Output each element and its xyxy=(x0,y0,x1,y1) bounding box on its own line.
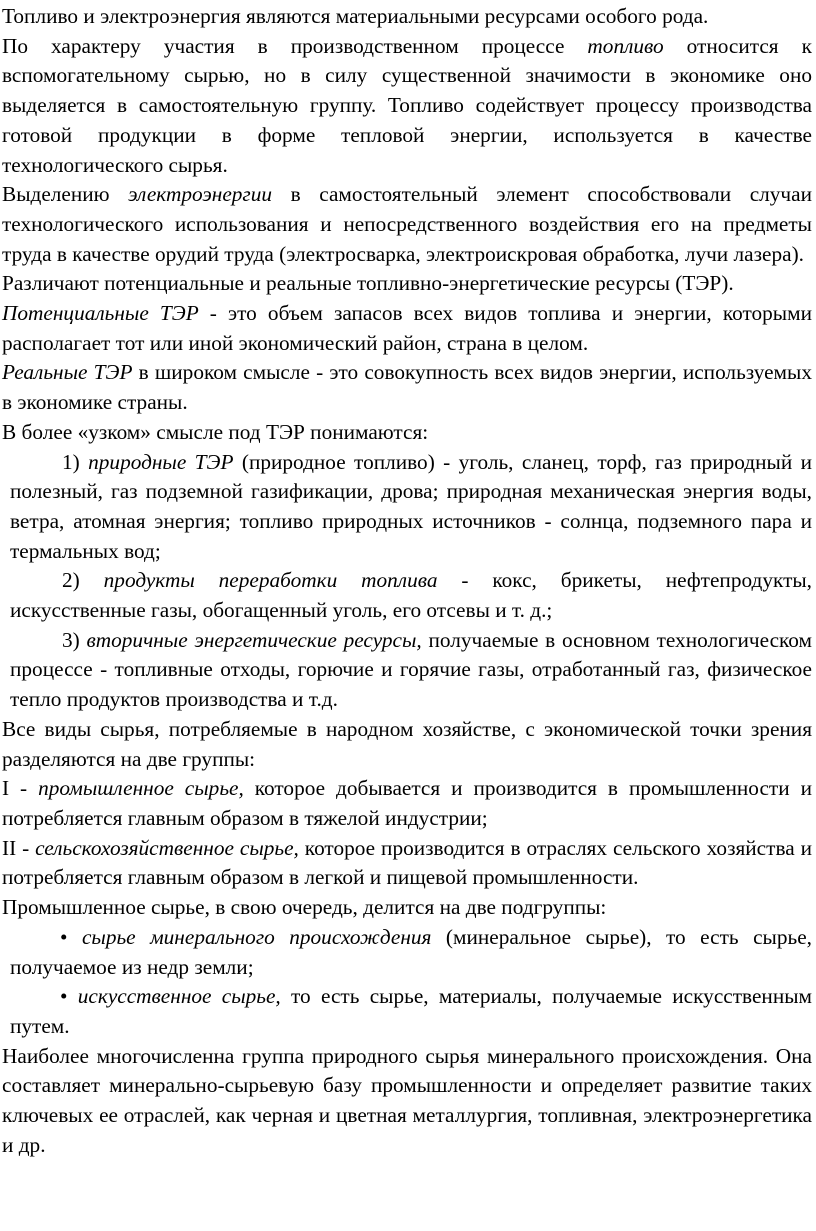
group-item-industrial xyxy=(2,774,812,833)
paragraph-text: Топливо и электроэнергия являются материальными ресурсами особого рода. xyxy=(2,4,709,28)
list-item-text: то есть сырье, материалы, получаемые искусственным путем. xyxy=(10,984,812,1038)
paragraph-text: Наиболее многочисленна группа природного сырья минерального происхождения. Она составляет минерально-сырьевую базу промышленности и определяет развитие таких ключевых ее отраслей, как черная и цветная металлургия, топливная, электроэнергетика и др. xyxy=(2,1043,812,1157)
italic-term: природные ТЭР xyxy=(88,449,234,474)
italic-term: Потенциальные ТЭР xyxy=(2,301,199,326)
paragraph-intro xyxy=(2,2,812,32)
list-item xyxy=(10,982,812,1041)
paragraph-potential-ter xyxy=(2,299,812,358)
bullet-icon: • xyxy=(60,984,68,1009)
list-item-text: (природное топливо) - уголь, сланец, торф, газ природный и полезный, газ подземной газификации, дрова; природная механическая энергия воды, ветра, атомная энергия; топливо природных источников - солнца, подземного пара и термальных вод; xyxy=(10,449,812,563)
list-number: 3) xyxy=(62,627,80,652)
paragraph-text: По характеру участия в производственном процессе xyxy=(2,33,588,58)
italic-term: топливо xyxy=(587,33,664,58)
italic-term: искусственное сырье, xyxy=(77,984,281,1009)
italic-term: электроэнергии xyxy=(128,182,273,207)
group-item-agricultural xyxy=(2,834,812,893)
list-item xyxy=(10,448,812,567)
paragraph-ter-types xyxy=(2,269,812,299)
list-item xyxy=(10,923,812,982)
italic-term: сельскохозяйственное сырье, xyxy=(35,835,299,860)
list-item-text: (минеральное сырье), то есть сырье, получаемое из недр земли; xyxy=(10,924,812,979)
paragraph-text: в широком смысле - это совокупность всех видов энергии, используемых в экономике страны. xyxy=(2,360,812,415)
paragraph-text: Промышленное сырье, в свою очередь, делится на две подгруппы: xyxy=(2,895,607,920)
list-number: 1) xyxy=(62,449,80,474)
paragraph-closing xyxy=(2,1042,812,1161)
italic-term: промышленное сырье, xyxy=(38,776,244,801)
list-item-text: получаемые в основном технологическом процессе - топливные отходы, горючие и горячие газы, отработанный газ, физическое тепло продуктов производства и т.д. xyxy=(10,627,813,712)
italic-term: сырье минерального происхождения xyxy=(81,924,432,949)
group-number: I - xyxy=(2,776,39,801)
paragraph-text: Различают потенциальные и реальные топливно-энергетические ресурсы (ТЭР). xyxy=(2,271,734,296)
list-item xyxy=(10,626,812,715)
paragraph-narrow-sense xyxy=(2,418,812,448)
paragraph-text: Выделению xyxy=(2,182,129,207)
bullet-icon: • xyxy=(60,924,68,949)
paragraph-real-ter xyxy=(2,358,812,417)
list-item xyxy=(10,566,812,625)
italic-term: продукты переработки топлива xyxy=(103,568,438,593)
paragraph-subgroups-intro xyxy=(2,893,812,923)
group-text: которое добывается и производится в промышленности и потребляется главным образом в тяжелой индустрии; xyxy=(2,776,812,830)
paragraph-text: Все виды сырья, потребляемые в народном хозяйстве, с экономической точки зрения разделяются на две группы: xyxy=(2,716,812,771)
numbered-list xyxy=(2,448,812,715)
paragraph-text: относится к вспомогательному сырью, но в силу существенной значимости в экономике оно выделяется в самостоятельную группу. Топливо содействует процессу производства готовой продукции в форме тепловой энергии, используется в качестве технологического сырья. xyxy=(2,33,812,177)
paragraph-electricity xyxy=(2,180,812,269)
bullet-list xyxy=(2,923,812,1042)
paragraph-fuel xyxy=(2,32,812,181)
paragraph-text: В более «узком» смысле под ТЭР понимаются: xyxy=(2,419,429,444)
paragraph-text: в самостоятельный элемент способствовали случаи технологического использования и непосредственного воздействия его на предметы труда в качестве орудий труда (электросварка, электроискровая обработка, лучи лазера). xyxy=(2,182,812,266)
list-item-text: - кокс, брикеты, нефтепродукты, искусственные газы, обогащенный уголь, его отсевы и т. д.; xyxy=(10,568,813,623)
group-number: II - xyxy=(2,835,36,860)
italic-term: вторичные энергетические ресурсы, xyxy=(86,627,422,652)
italic-term: Реальные ТЭР xyxy=(2,360,133,385)
group-text: которое производится в отраслях сельского хозяйства и потребляется главным образом в легкой и пищевой промышленности. xyxy=(2,835,812,890)
list-number: 2) xyxy=(62,568,80,593)
paragraph-groups-intro xyxy=(2,715,812,774)
paragraph-text: - это объем запасов всех видов топлива и энергии, которыми располагает тот или иной экономический район, страна в целом. xyxy=(2,301,812,355)
